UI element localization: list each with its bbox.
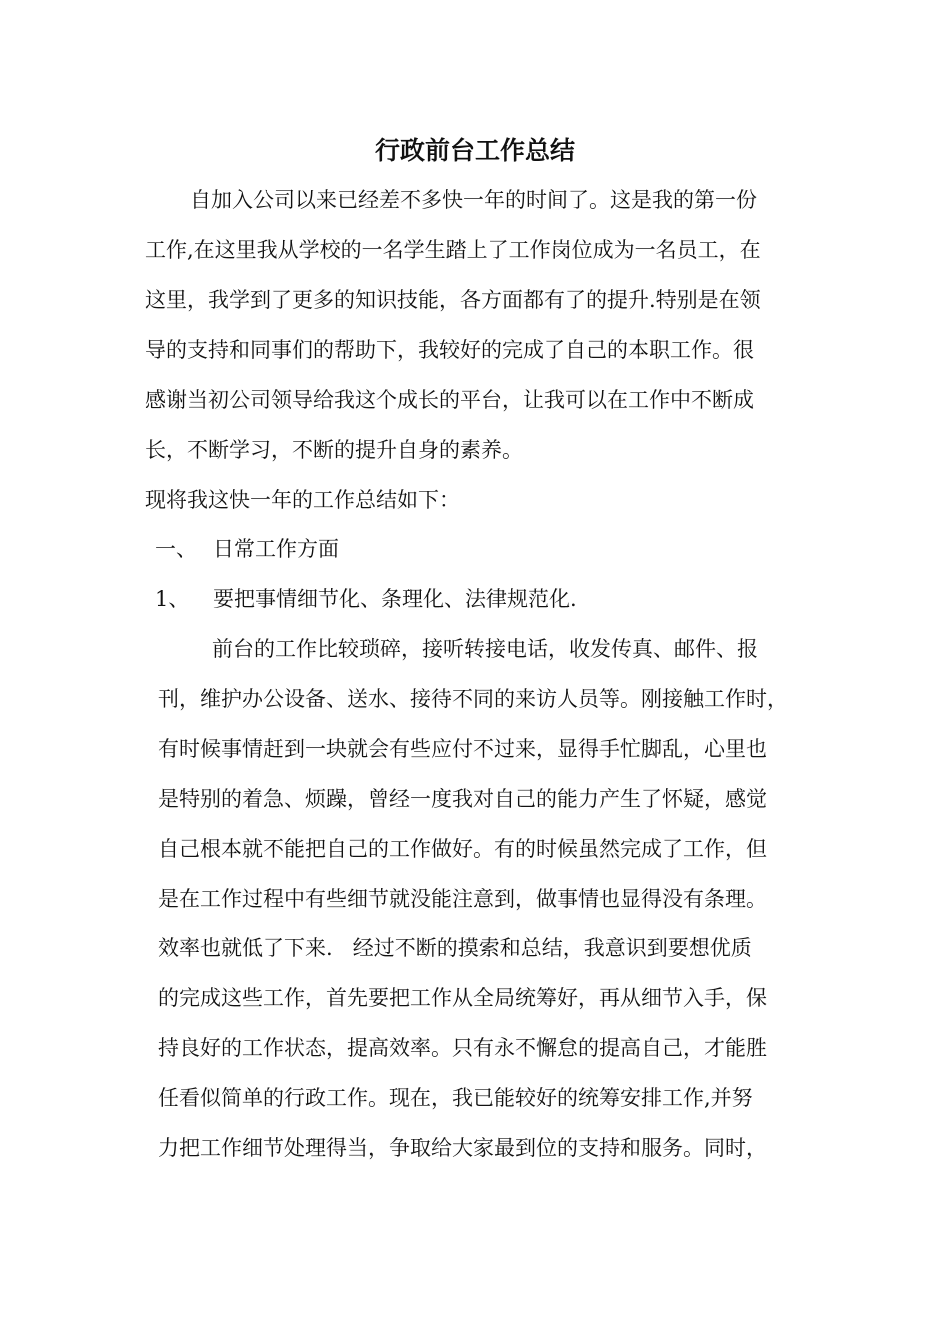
body-line-5: 自己根本就不能把自己的工作做好。有的时候虽然完成了工作，但 <box>158 837 767 861</box>
section-number: 一、 <box>155 537 197 561</box>
body-line-2: 刊，维护办公设备、送水、接待不同的来访人员等。刚接触工作时， <box>158 687 788 711</box>
item-heading <box>155 584 577 614</box>
item-number: 1、 <box>155 587 190 611</box>
intro-line-2: 工作,在这里我从学校的一名学生踏上了工作岗位成为一名员工，在 <box>145 238 761 262</box>
body-line-8: 的完成这些工作，首先要把工作从全局统筹好，再从细节入手，保 <box>158 986 767 1010</box>
intro-line-6: 长，不断学习，不断的提升自身的素养。 <box>145 438 523 462</box>
intro-line-4: 导的支持和同事们的帮助下，我较好的完成了自己的本职工作。很 <box>145 338 754 362</box>
document-title: 行政前台工作总结 <box>374 136 575 165</box>
body-line-10: 任看似简单的行政工作。现在，我已能较好的统筹安排工作,并努 <box>158 1086 753 1110</box>
body-line-1: 前台的工作比较琐碎，接听转接电话，收发传真、邮件、报 <box>212 637 758 661</box>
intro-line-5: 感谢当初公司领导给我这个成长的平台，让我可以在工作中不断成 <box>145 388 754 412</box>
summary-intro: 现将我这快一年的工作总结如下： <box>145 488 460 512</box>
section-title: 日常工作方面 <box>213 537 339 561</box>
item-title: 要把事情细节化、条理化、法律规范化. <box>213 587 577 611</box>
intro-line-1: 自加入公司以来已经差不多快一年的时间了。这是我的第一份 <box>190 188 757 212</box>
intro-line-3: 这里，我学到了更多的知识技能，各方面都有了的提升.特别是在领 <box>145 288 761 312</box>
body-line-9: 持良好的工作状态，提高效率。只有永不懈怠的提高自己，才能胜 <box>158 1036 767 1060</box>
body-line-6: 是在工作过程中有些细节就没能注意到，做事情也显得没有条理。 <box>158 887 767 911</box>
section-heading <box>155 534 339 564</box>
body-line-3: 有时候事情赶到一块就会有些应付不过来，显得手忙脚乱，心里也 <box>158 737 767 761</box>
body-line-7: 效率也就低了下来. 经过不断的摸索和总结，我意识到要想优质 <box>158 936 752 960</box>
body-line-4: 是特别的着急、烦躁，曾经一度我对自己的能力产生了怀疑，感觉 <box>158 787 767 811</box>
body-line-11: 力把工作细节处理得当，争取给大家最到位的支持和服务。同时， <box>158 1136 767 1160</box>
